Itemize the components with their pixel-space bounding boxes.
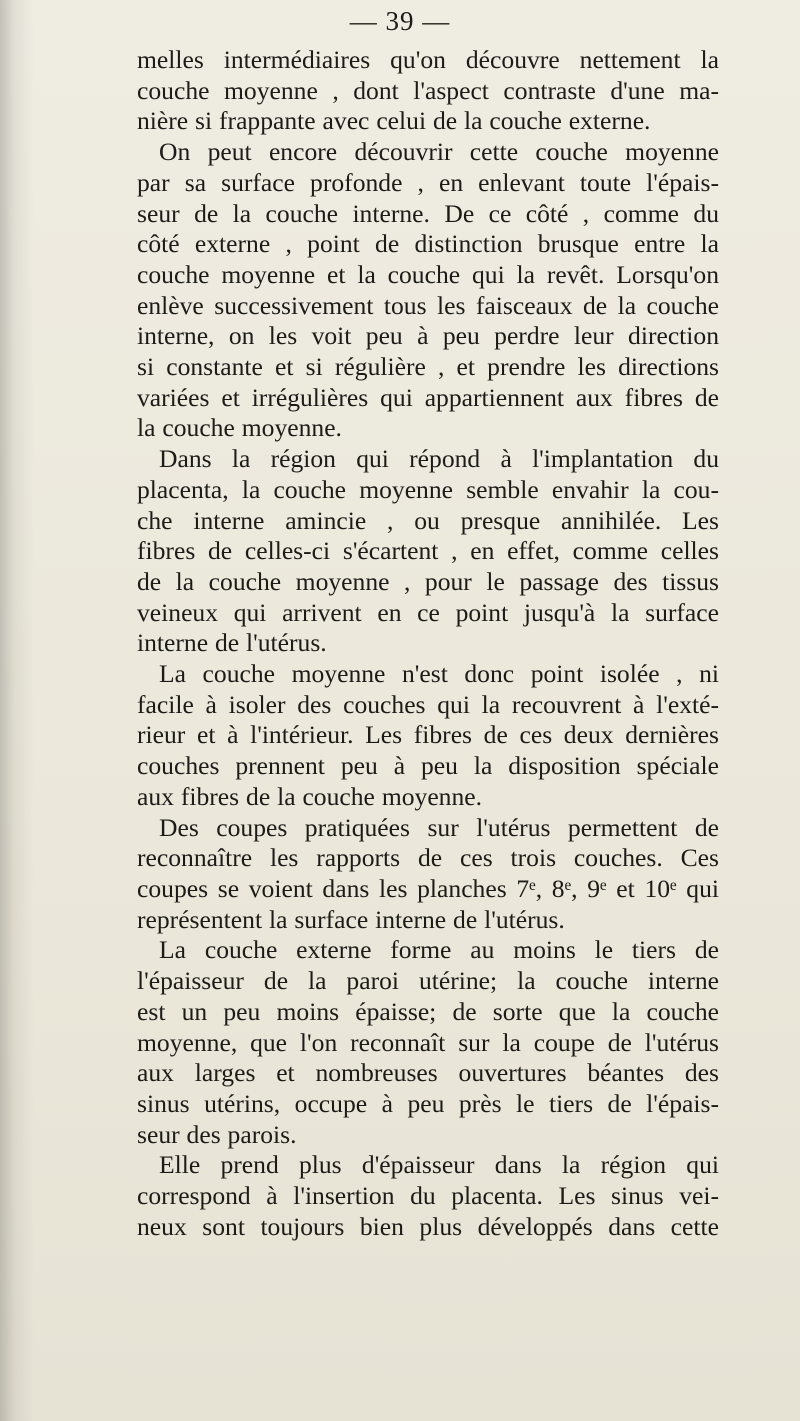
text-line: On peut encore découvrir cette couche moyenne bbox=[159, 137, 719, 167]
text-line: Elle prend plus d'épaisseur dans la région qui bbox=[159, 1150, 719, 1180]
text-line: nière si frappante avec celui de la couche externe. bbox=[137, 106, 651, 136]
text-line: aux larges et nombreuses ouvertures béantes des bbox=[137, 1058, 719, 1088]
text-line: côté externe , point de distinction brusque entre la bbox=[137, 229, 719, 259]
body-text bbox=[137, 45, 719, 1242]
text-line: variées et irrégulières qui appartiennent aux fibres de bbox=[137, 382, 719, 412]
text-line: correspond à l'insertion du placenta. Les sinus vei- bbox=[137, 1181, 719, 1211]
text-line: veineux qui arrivent en ce point jusqu'à la surface bbox=[137, 597, 719, 627]
text-line: coupes se voient dans les planches 7ᵉ, 8ᵉ, 9ᵉ et 10ᵉ qui bbox=[137, 873, 719, 903]
text-line: La couche externe forme au moins le tiers de bbox=[159, 935, 719, 965]
text-line: l'épaisseur de la paroi utérine; la couche interne bbox=[137, 966, 719, 996]
text-line: couches prennent peu à peu la disposition spéciale bbox=[137, 751, 719, 781]
text-line: si constante et si régulière , et prendre les directions bbox=[137, 352, 719, 382]
text-line: sinus utérins, occupe à peu près le tiers de l'épais- bbox=[137, 1088, 719, 1118]
text-line: facile à isoler des couches qui la recouvrent à l'exté- bbox=[137, 689, 719, 719]
text-line: moyenne, que l'on reconnaît sur la coupe de l'utérus bbox=[137, 1027, 719, 1057]
text-line: che interne amincie , ou presque annihilée. Les bbox=[137, 505, 719, 535]
text-line: représentent la surface interne de l'utérus. bbox=[137, 904, 565, 934]
text-line: La couche moyenne n'est donc point isolée , ni bbox=[159, 659, 719, 689]
text-line: seur des parois. bbox=[137, 1119, 297, 1149]
text-line: neux sont toujours bien plus développés dans cette bbox=[137, 1211, 719, 1241]
text-line: reconnaître les rapports de ces trois couches. Ces bbox=[137, 843, 719, 873]
text-line: Dans la région qui répond à l'implantation du bbox=[159, 444, 719, 474]
text-line: interne de l'utérus. bbox=[137, 628, 327, 658]
text-line: par sa surface profonde , en enlevant toute l'épais- bbox=[137, 167, 719, 197]
text-line: aux fibres de la couche moyenne. bbox=[137, 781, 483, 811]
text-line: est un peu moins épaisse; de sorte que la couche bbox=[137, 996, 719, 1026]
text-line: Des coupes pratiquées sur l'utérus permettent de bbox=[159, 812, 719, 842]
text-line: de la couche moyenne , pour le passage des tissus bbox=[137, 566, 719, 596]
text-line: melles intermédiaires qu'on découvre nettement la bbox=[137, 45, 719, 74]
text-line: couche moyenne et la couche qui la revêt. Lorsqu'on bbox=[137, 259, 719, 289]
text-line: seur de la couche interne. De ce côté , comme du bbox=[137, 198, 719, 228]
text-line: interne, on les voit peu à peu perdre leur direction bbox=[137, 321, 719, 351]
text-line: enlève successivement tous les faisceaux de la couche bbox=[137, 290, 719, 320]
text-line: placenta, la couche moyenne semble envahir la cou- bbox=[137, 474, 719, 504]
text-line: fibres de celles-ci s'écartent , en effet, comme celles bbox=[137, 536, 719, 566]
text-line: couche moyenne , dont l'aspect contraste d'une ma- bbox=[137, 75, 719, 105]
text-line: rieur et à l'intérieur. Les fibres de ces deux dernières bbox=[137, 720, 719, 750]
page-number: — 39 — bbox=[349, 6, 451, 36]
text-line: la couche moyenne. bbox=[137, 413, 342, 443]
